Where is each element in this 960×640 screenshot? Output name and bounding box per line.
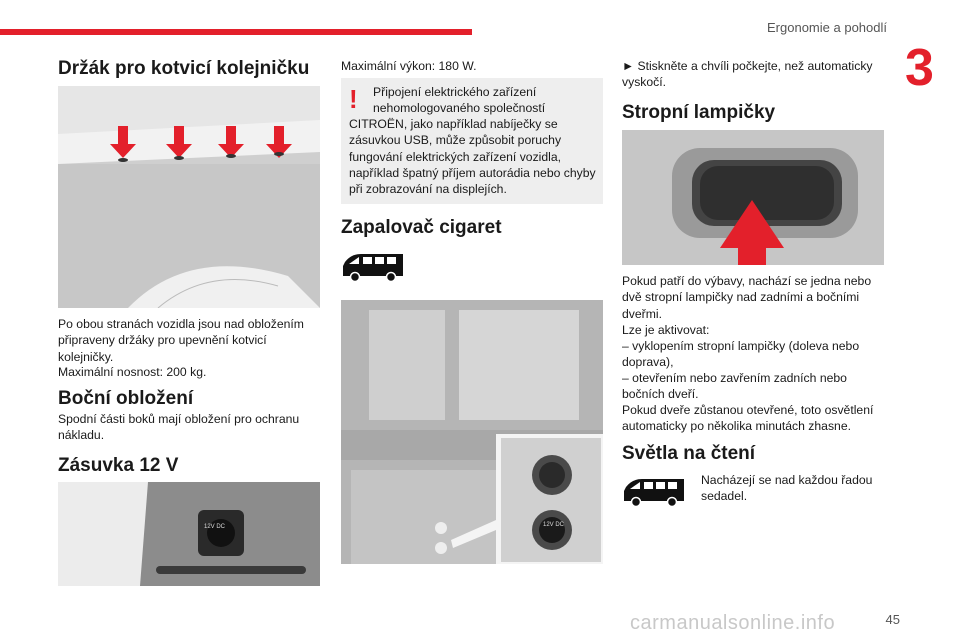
page-number: 45 [885, 612, 900, 627]
warning-exclamation-icon: ! [349, 84, 358, 114]
rail-holder-text: Po obou stranách vozidla jsou nad obložením připraveny držáky pro upevnění kotvicí kolejničky. [58, 317, 304, 364]
ceiling-lamp-text-4: – otevřením nebo zavřením zadních nebo bočních dveří. [622, 371, 847, 402]
socket-voltage-label: 12V DC [204, 524, 226, 530]
van-icon-reading [622, 477, 688, 512]
ceiling-lamp-text-1: Pokud patří do výbavy, nachází se jedna nebo dvě stropní lampičky nad zadními a bočními dveřmi. [622, 274, 872, 321]
reading-lights-text: Nacházejí se nad každou řadou sedadel. [701, 473, 873, 504]
watermark: carmanualsonline.info [630, 612, 836, 634]
lighter-socket-label: 12V DC [543, 522, 565, 528]
van-icon [341, 252, 407, 287]
ceiling-lamp-text-2: Lze je aktivovat: [622, 323, 710, 337]
heading-ceiling-lamps: Stropní lampičky [622, 102, 776, 123]
rail-holder-capacity: Maximální nosnost: 200 kg. [58, 365, 207, 379]
heading-cigarette-lighter: Zapalovač cigaret [341, 217, 502, 238]
rail-holder-illustration [58, 86, 320, 308]
cigarette-lighter-illustration [341, 300, 603, 564]
heading-side-trim: Boční obložení [58, 388, 194, 409]
chapter-number: 3 [905, 39, 934, 97]
heading-12v-socket: Zásuvka 12 V [58, 455, 179, 476]
ceiling-lamp-text-3: – vyklopením stropní lampičky (doleva nebo doprava), [622, 339, 860, 370]
warning-text-body: CITROËN, jako například nabíječky se zásuvkou USB, může způsobit poruchy fungování elektrických zařízení vozidla, například špatný příjem autorádia nebo chyby při zobrazování na displejích. [349, 117, 596, 197]
side-trim-text: Spodní části boků mají obložení pro ochranu nákladu. [58, 412, 300, 443]
max-power-text: Maximální výkon: 180 W. [341, 59, 477, 73]
heading-rail-holder: Držák pro kotvicí kolejničku [58, 58, 310, 79]
warning-box [341, 78, 603, 204]
section-title: Ergonomie a pohodlí [767, 20, 887, 35]
heading-reading-lights: Světla na čtení [622, 443, 756, 464]
socket-illustration [58, 482, 320, 586]
lighter-instruction: ► Stiskněte a chvíli počkejte, než automaticky vyskočí. [622, 59, 873, 90]
warning-text-lead: Připojení elektrického zařízení nehomologovaného společností [373, 85, 546, 116]
ceiling-lamp-illustration [622, 130, 884, 265]
header-accent-bar [0, 29, 472, 35]
ceiling-lamp-text-5: Pokud dveře zůstanou otevřené, toto osvětlení automaticky po několika minutách zhasne. [622, 403, 874, 434]
